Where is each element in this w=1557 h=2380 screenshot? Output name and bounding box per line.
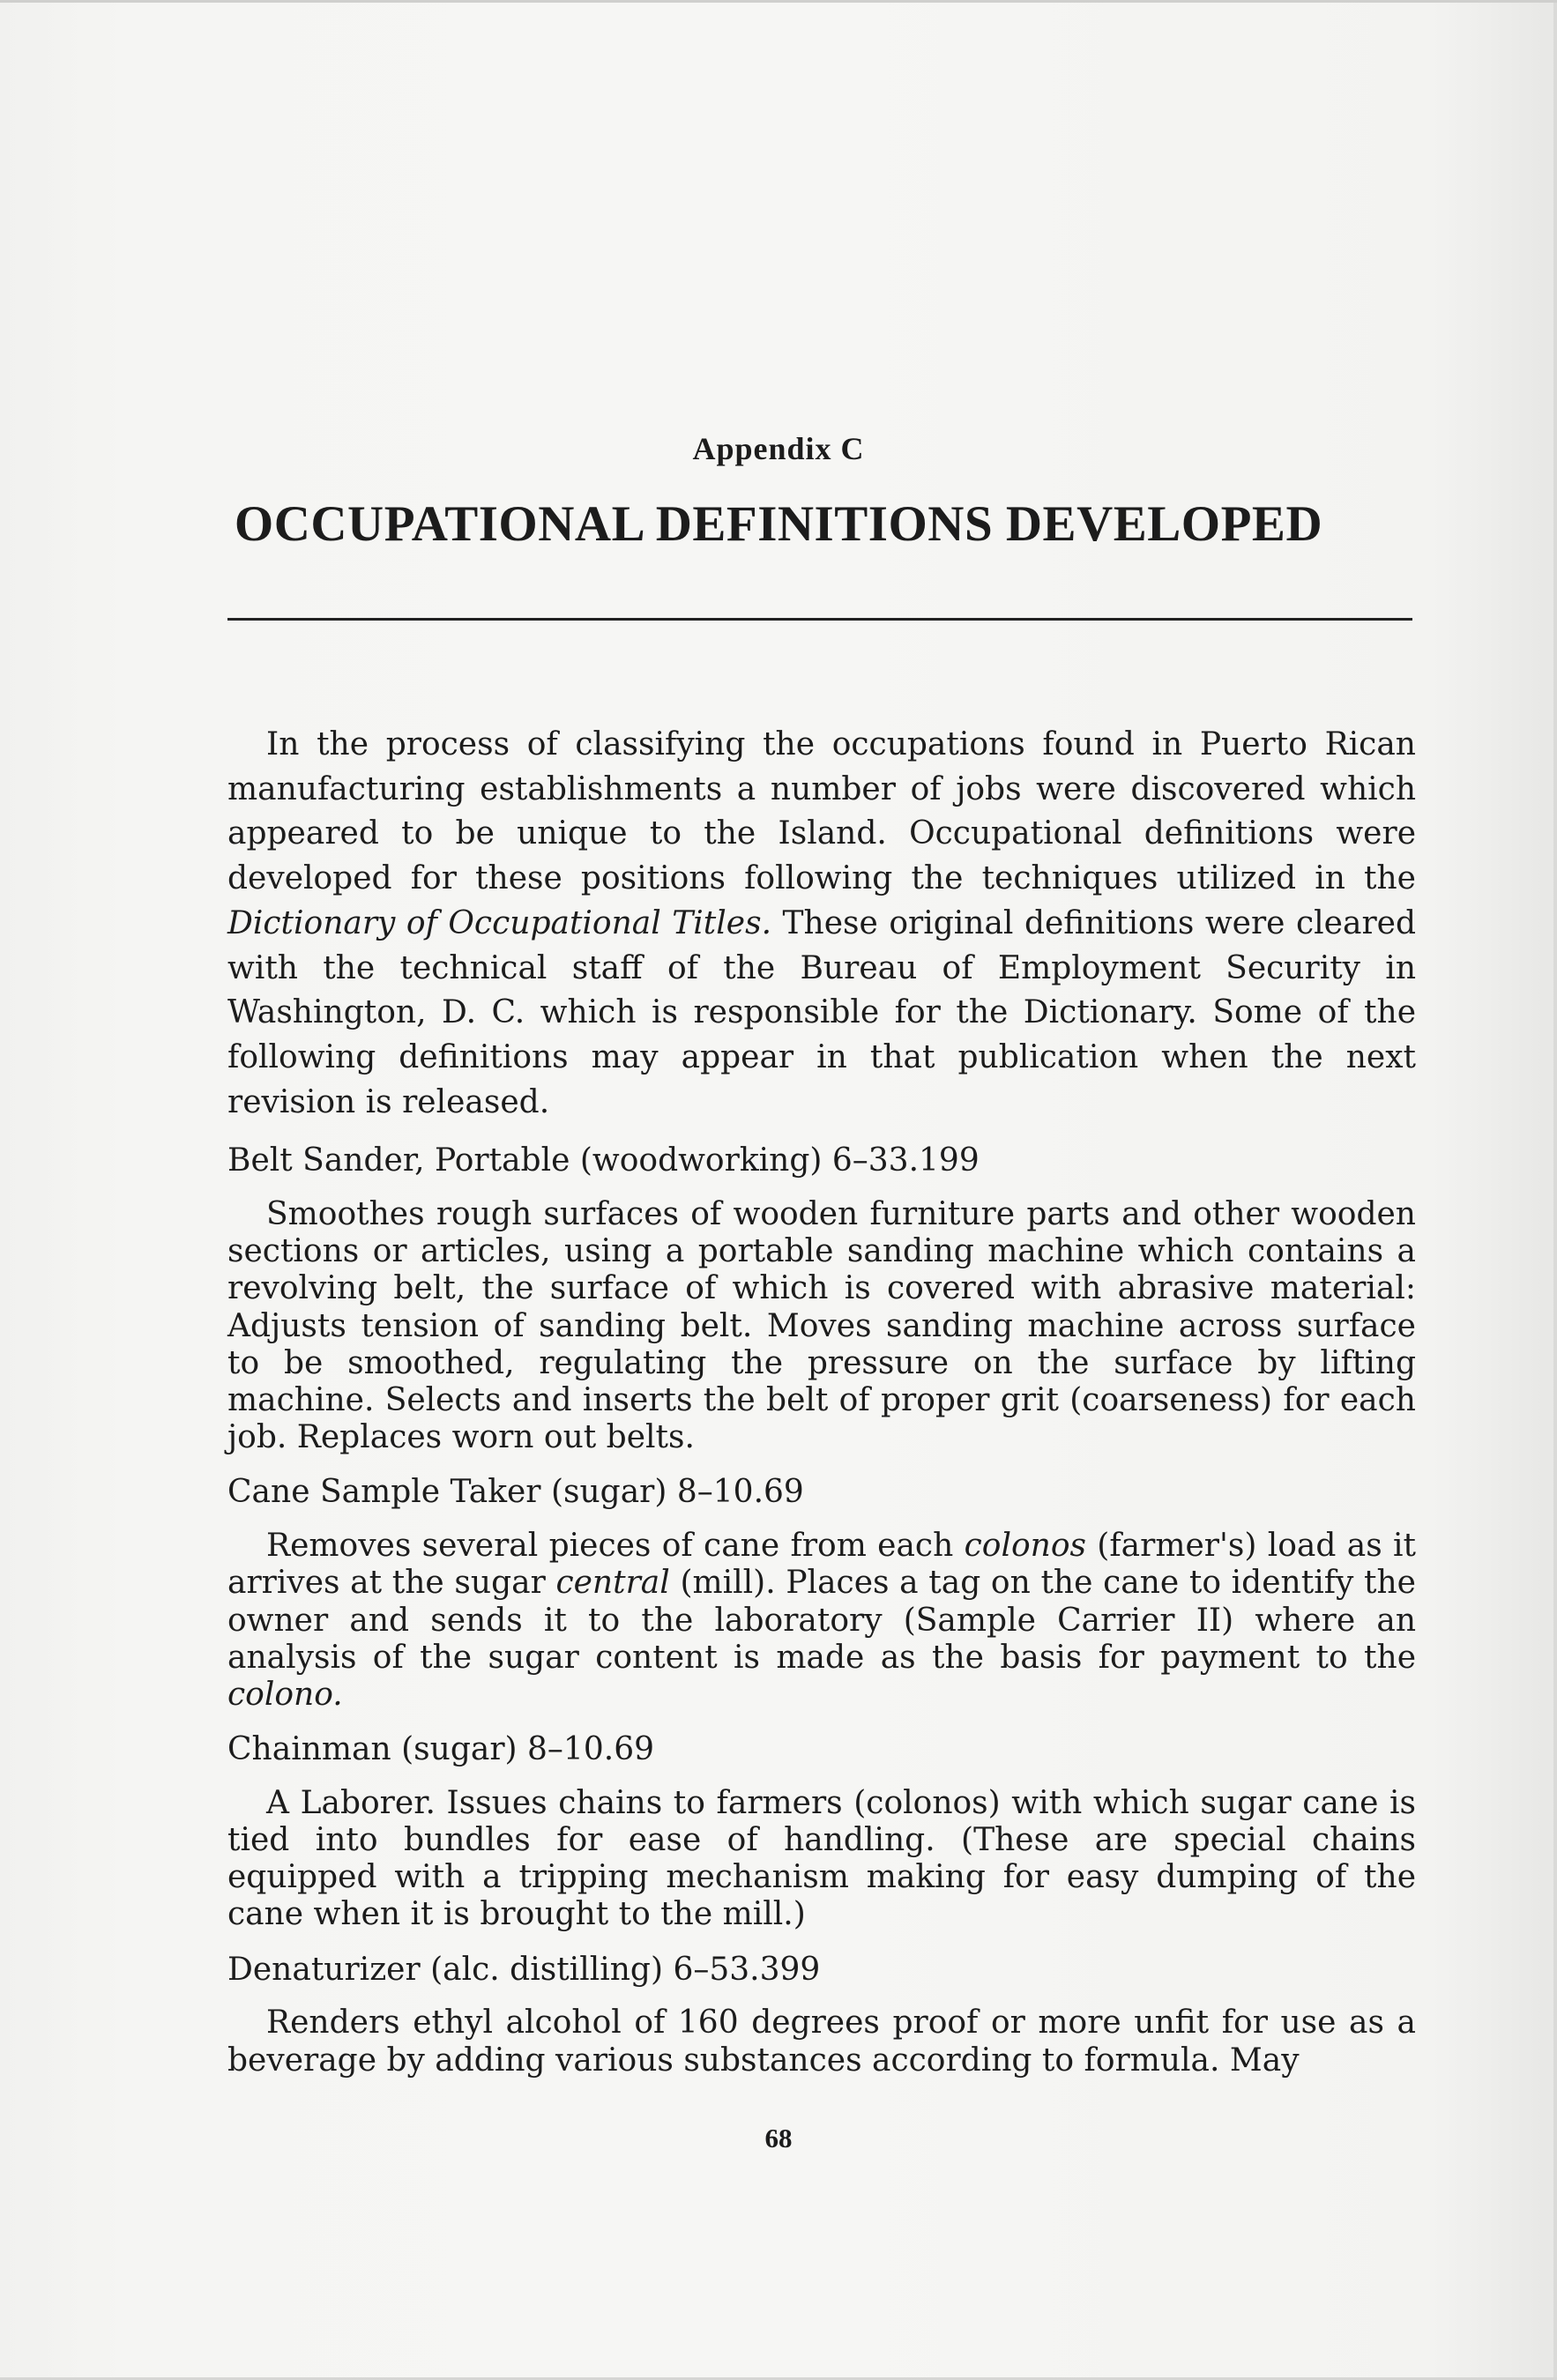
page-title: OCCUPATIONAL DEFINITIONS DEVELOPED [234,496,1323,552]
entry-heading-denaturizer: Denaturizer (alc. distilling) 6–53.399 [227,1951,821,1988]
entry-text: (mill). Places a tag on the cane to identify the owner and sends it to the laboratory (Sample Carrier II) where an analysis of the sugar content is made as the basis for payment to the [227,1565,1416,1676]
title-divider [227,618,1412,621]
intro-text-end: These original definitions were cleared with the technical staff of the Bureau of Employment Security in Washington, D. C. which is responsible for the Dictionary. Some of the following definitions may appear in that publication when the next revision is released. [227,904,1417,1120]
entry-body-chainman: A Laborer. Issues chains to farmers (colonos) with which sugar cane is tied into bundles for ease of handling. (These are special chains equipped with a tripping mechanism making for easy dumping of the cane when it is brought to the mill.) [227,1784,1416,1933]
entry-body-cane-sample-taker [227,1528,1416,1714]
italic-term-colonos: colonos [964,1528,1086,1565]
page-number: 68 [764,2123,793,2153]
entry-text: (farmer's) load as it arrives at the sugar [227,1528,1416,1602]
entry-heading-cane-sample-taker: Cane Sample Taker (sugar) 8–10.69 [227,1474,804,1511]
entry-text: Removes several pieces of cane from each [266,1528,965,1565]
italic-term-central: central [555,1565,670,1602]
entry-body-denaturizer: Renders ethyl alcohol of 160 degrees proof or more unfit for use as a beverage by adding various substances according to formula. May [227,2004,1416,2079]
page-content [227,723,1416,2079]
intro-paragraph [227,723,1416,1125]
dictionary-title: Dictionary of Occupational Titles. [227,904,772,941]
entry-body-belt-sander: Smoothes rough surfaces of wooden furniture parts and other wooden sections or articles, using a portable sanding machine which contains a revolving belt, the surface of which is covered with abrasive material: Adjusts tension of sanding belt. Moves sanding machine across surface to be smoothed, regulating the pressure on the surface by lifting machine. Selects and inserts the belt of proper grit (coarseness) for each job. Replaces worn out belts. [227,1196,1416,1456]
intro-text-start: In the process of classifying the occupations found in Puerto Rican manufacturing establishments a number of jobs were discovered which appeared to be unique to the Island. Occupational definitions were developed for these positions following the techniques utilized in the [227,726,1416,897]
appendix-label: Appendix C [692,431,865,466]
italic-term-colono: colono. [227,1676,343,1713]
entry-heading-chainman: Chainman (sugar) 8–10.69 [227,1731,654,1768]
entry-heading-belt-sander: Belt Sander, Portable (woodworking) 6–33.199 [227,1142,980,1179]
